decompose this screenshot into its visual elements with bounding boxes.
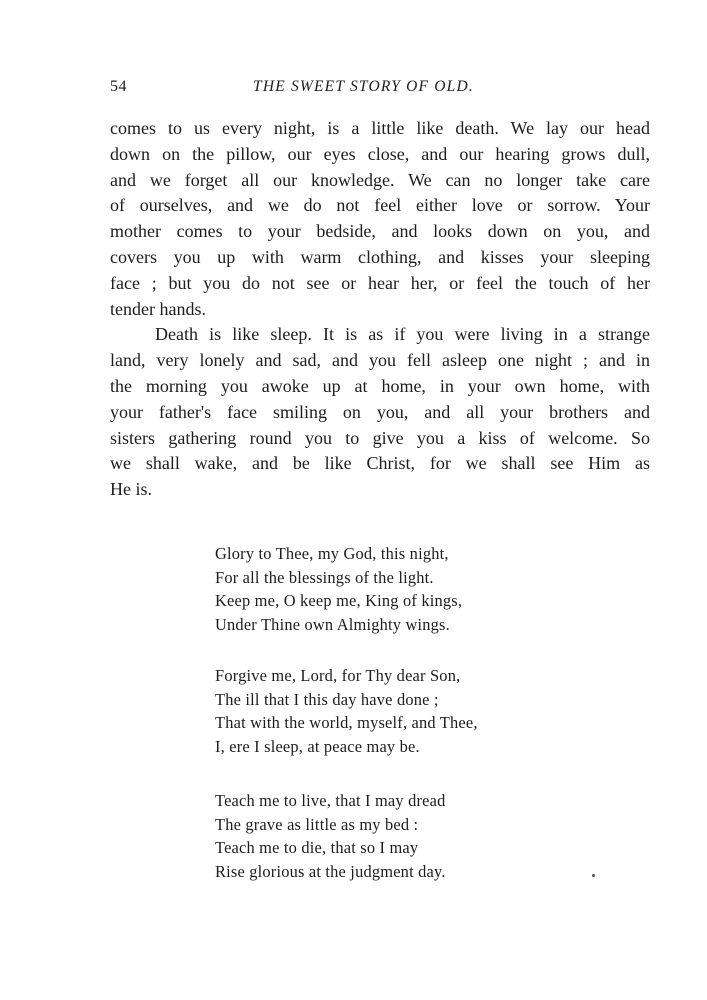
- text-line: He is.: [110, 479, 152, 500]
- verse-line: Rise glorious at the judgment day.: [215, 861, 446, 881]
- text-line: covers you up with warm clothing, and kisses your sleeping: [110, 246, 650, 267]
- text-line: sisters gathering round you to give you a kiss of welcome. So: [110, 427, 650, 448]
- prose-body: [110, 116, 650, 503]
- verse-line: Teach me to die, that so I may: [215, 838, 419, 857]
- page-header: [110, 78, 510, 102]
- verse-line: Forgive me, Lord, for Thy dear Son,: [215, 666, 461, 685]
- text-line: tender hands.: [110, 298, 206, 319]
- verse-line: Teach me to live, that I may dread: [215, 791, 446, 810]
- running-title: THE SWEET STORY OF OLD.: [253, 78, 474, 95]
- verse-line: I, ere I sleep, at peace may be.: [215, 736, 420, 756]
- verse-line: Keep me, O keep me, King of kings,: [215, 591, 463, 610]
- hymn-stanza-3: [215, 789, 535, 883]
- verse-line: Under Thine own Almighty wings.: [215, 614, 450, 634]
- verse-line: For all the blessings of the light.: [215, 567, 434, 587]
- verse-line: Glory to Thee, my God, this night,: [215, 544, 449, 563]
- text-line: we shall wake, and be like Christ, for we shall see Him as: [110, 453, 650, 474]
- hymn-stanza-2: [215, 664, 535, 758]
- text-line: of ourselves, and we do not feel either love or sorrow. Your: [110, 195, 650, 216]
- text-line: Death is like sleep. It is as if you were living in a strange: [155, 324, 650, 345]
- text-line: comes to us every night, is a little like death. We lay our head: [110, 118, 650, 138]
- verse-line: The ill that I this day have done ;: [215, 689, 439, 709]
- ink-speck: [592, 874, 595, 877]
- text-line: your father's face smiling on you, and all your brothers and: [110, 401, 650, 422]
- verse-line: That with the world, myself, and Thee,: [215, 713, 478, 732]
- hymn-stanza-1: [215, 542, 535, 636]
- text-line: down on the pillow, our eyes close, and our hearing grows dull,: [110, 143, 650, 164]
- page-number: 54: [110, 78, 127, 95]
- paragraph-1: [110, 116, 650, 322]
- text-line: face ; but you do not see or hear her, or feel the touch of her: [110, 272, 650, 293]
- text-line: the morning you awoke up at home, in your own home, with: [110, 375, 650, 396]
- paragraph-2: [110, 322, 650, 503]
- verse-line: The grave as little as my bed :: [215, 814, 419, 834]
- text-line: land, very lonely and sad, and you fell asleep one night ; and in: [110, 350, 650, 371]
- text-line: and we forget all our knowledge. We can no longer take care: [110, 169, 650, 190]
- text-line: mother comes to your bedside, and looks down on you, and: [110, 221, 650, 242]
